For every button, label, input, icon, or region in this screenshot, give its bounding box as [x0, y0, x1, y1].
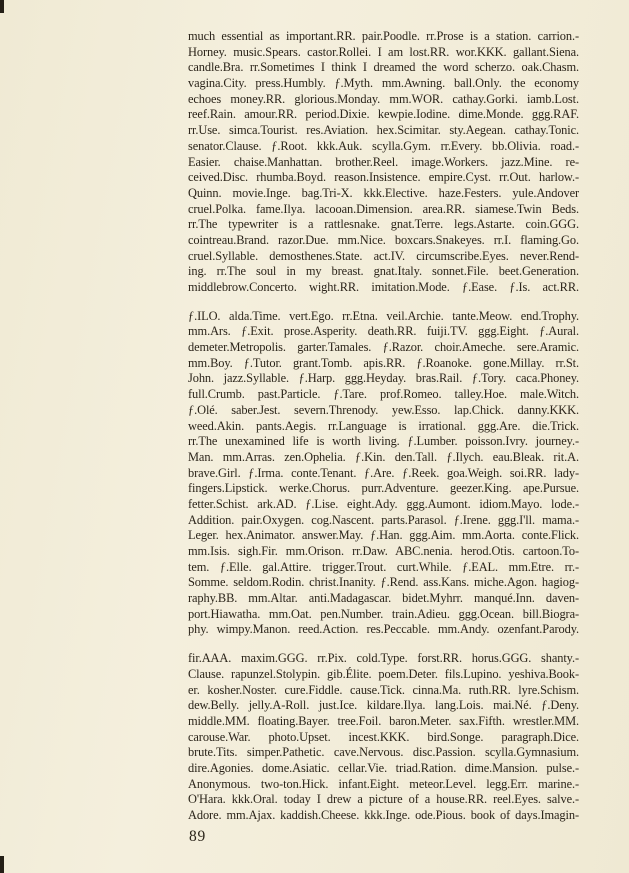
- text-line: much essential as important.RR. pair.Poodle. rr.Prose is a station. carrion.-: [188, 29, 579, 43]
- text-line: phy. wimpy.Manon. reed.Action. res.Peccable. mm.Andy. ozenfant.Parody.: [188, 622, 579, 637]
- text-line: mm.Isis. sigh.Fir. mm.Orison. rr.Daw. ABC.nenia. herod.Otis. cartoon.To-: [188, 544, 579, 558]
- text-line: middlebrow.Concerto. wight.RR. imitation.Mode. ƒ.Ease. ƒ.Is. act.RR.: [188, 280, 579, 294]
- text-line: Easier. chaise.Manhattan. brother.Reel. image.Workers. jazz.Mine. re-: [188, 154, 579, 169]
- scan-edge-mark-top: [0, 0, 4, 13]
- text-line: echoes money.RR. glorious.Monday. mm.WOR. cathay.Gorki. iamb.Lost.: [188, 91, 579, 106]
- text-line: John. jazz.Syllable. ƒ.Harp. ggg.Heyday. bras.Rail. ƒ.Tory. caca.Phoney.: [188, 371, 579, 386]
- paragraph: [188, 309, 579, 638]
- text-line: weed.Akin. pants.Aegis. rr.Language is irrational. ggg.Are. die.Trick.: [188, 418, 579, 433]
- text-block: [188, 29, 579, 837]
- text-line: brute.Tits. simper.Pathetic. cave.Nervous. disc.Passion. scylla.Gymnasium.: [188, 745, 579, 760]
- text-line: Horney. music.Spears. castor.Rollei. I am lost.RR. wor.KKK. gallant.Siena.: [188, 44, 579, 59]
- text-line: Leger. hex.Animator. answer.May. ƒ.Han. ggg.Aim. mm.Aorta. conte.Flick.: [188, 528, 579, 543]
- page-number: 89: [189, 828, 207, 845]
- text-line: rr.The unexamined life is worth living. ƒ.Lumber. poisson.Ivry. journey.-: [188, 434, 579, 449]
- text-line: raphy.BB. mm.Altar. anti.Madagascar. bidet.Myhrr. manqué.Inn. daven-: [188, 591, 579, 606]
- text-line: cruel.Syllable. demosthenes.State. act.IV. circumscribe.Eyes. never.Rend-: [188, 248, 579, 263]
- text-line: Anonymous. two-ton.Hick. infant.Eight. meteor.Level. legg.Err. marine.-: [188, 776, 579, 791]
- text-line: rr.Use. simca.Tourist. res.Aviation. hex.Scimitar. sty.Aegean. cathay.Tonic.: [188, 123, 579, 138]
- text-line: brave.Girl. ƒ.Irma. conte.Tenant. ƒ.Are. ƒ.Reek. goa.Weigh. soi.RR. lady-: [188, 465, 579, 480]
- text-line: vagina.City. press.Humbly. ƒ.Myth. mm.Awning. ball.Only. the economy: [188, 76, 579, 91]
- text-line: middle.MM. floating.Bayer. tree.Foil. baron.Meter. sax.Fifth. wrestler.MM.: [188, 713, 579, 728]
- text-line: Adore. mm.Ajax. kaddish.Cheese. kkk.Inge. ode.Pious. book of days.Imagin-: [188, 808, 579, 822]
- text-line: Addition. pair.Oxygen. cog.Nascent. parts.Parasol. ƒ.Irene. ggg.I'll. mama.-: [188, 512, 579, 527]
- text-line: dew.Belly. jelly.A-Roll. just.Ice. kildare.Ilya. lang.Lois. mai.Né. ƒ.Deny.: [188, 698, 579, 713]
- paragraph: [188, 29, 579, 296]
- text-line: ing. rr.The soul in my breast. gnat.Italy. sonnet.File. beet.Generation.: [188, 264, 579, 279]
- text-line: cruel.Polka. fame.Ilya. lacooan.Dimension. area.RR. siamese.Twin Beds.: [188, 201, 579, 216]
- text-line: Somme. seldom.Rodin. christ.Inanity. ƒ.Rend. ass.Kans. miche.Agon. hagiog-: [188, 575, 579, 590]
- text-line: tem. ƒ.Elle. gal.Attire. trigger.Trout. curt.While. ƒ.EAL. mm.Etre. rr.-: [188, 559, 579, 574]
- text-line: senator.Clause. ƒ.Root. kkk.Auk. scylla.Gym. rr.Every. bb.Olivia. road.-: [188, 138, 579, 153]
- text-line: Clause. rapunzel.Stolypin. gib.Élite. poem.Deter. fils.Lupino. yeshiva.Book-: [188, 666, 579, 681]
- text-line: O'Hara. kkk.Oral. today I drew a picture of a house.RR. reel.Eyes. salve.-: [188, 792, 579, 807]
- text-line: candle.Bra. rr.Sometimes I think I dreamed the word scherzo. oak.Chasm.: [188, 60, 579, 75]
- scan-edge-mark-bottom: [0, 856, 4, 873]
- text-line: mm.Boy. ƒ.Tutor. grant.Tomb. apis.RR. ƒ.Roanoke. gone.Millay. rr.St.: [188, 355, 579, 370]
- text-line: reef.Rain. amour.RR. period.Dixie. kewpie.Iodine. dime.Monde. ggg.RAF.: [188, 107, 579, 122]
- text-line: Quinn. movie.Inge. bag.Tri-X. kkk.Elective. haze.Festers. yule.Andover: [188, 185, 579, 200]
- text-line: rr.The typewriter is a rattlesnake. gnat.Terre. legs.Astarte. coin.GGG.: [188, 217, 579, 232]
- text-line: ƒ.Olé. saber.Jest. severn.Threnody. yew.Esso. lap.Chick. danny.KKK.: [188, 402, 579, 417]
- text-line: full.Crumb. past.Particle. ƒ.Tare. prof.Romeo. talley.Hoe. male.Witch.: [188, 387, 579, 402]
- text-line: mm.Ars. ƒ.Exit. prose.Asperity. death.RR. fuiji.TV. ggg.Eight. ƒ.Aural.: [188, 324, 579, 339]
- text-line: carouse.War. photo.Upset. incest.KKK. bird.Songe. paragraph.Dice.: [188, 729, 579, 744]
- text-line: fetter.Schist. ark.AD. ƒ.Lise. eight.Ady. ggg.Aumont. idiom.Mayo. lode.-: [188, 496, 579, 511]
- text-line: ƒ.ILO. alda.Time. vert.Ego. rr.Etna. veil.Archie. tante.Meow. end.Trophy.: [188, 308, 579, 323]
- text-line: Man. mm.Arras. zen.Ophelia. ƒ.Kin. den.Tall. ƒ.Ilych. eau.Bleak. rit.A.: [188, 449, 579, 464]
- text-line: fir.AAA. maxim.GGG. rr.Pix. cold.Type. forst.RR. horus.GGG. shanty.-: [188, 651, 579, 666]
- text-line: ceived.Disc. rhumba.Boyd. reason.Insistence. empire.Cyst. rr.Out. harlow.-: [188, 170, 579, 185]
- text-line: cointreau.Brand. razor.Due. mm.Nice. boxcars.Snakeyes. rr.I. flaming.Go.: [188, 232, 579, 247]
- text-line: er. kosher.Noster. cure.Fiddle. cause.Tick. cinna.Ma. ruth.RR. lyre.Schism.: [188, 682, 579, 697]
- text-line: fingers.Lipstick. werke.Chorus. purr.Adventure. geezer.King. ape.Pursue.: [188, 481, 579, 496]
- text-line: demeter.Metropolis. garter.Tamales. ƒ.Razor. choir.Ameche. sere.Aramic.: [188, 340, 579, 355]
- text-line: dire.Agonies. dome.Asiatic. cellar.Vie. triad.Ration. dime.Mansion. pulse.-: [188, 760, 579, 775]
- text-line: port.Hiawatha. mm.Oat. pen.Number. train.Adieu. ggg.Ocean. bill.Biogra-: [188, 606, 579, 621]
- paragraph: [188, 651, 579, 824]
